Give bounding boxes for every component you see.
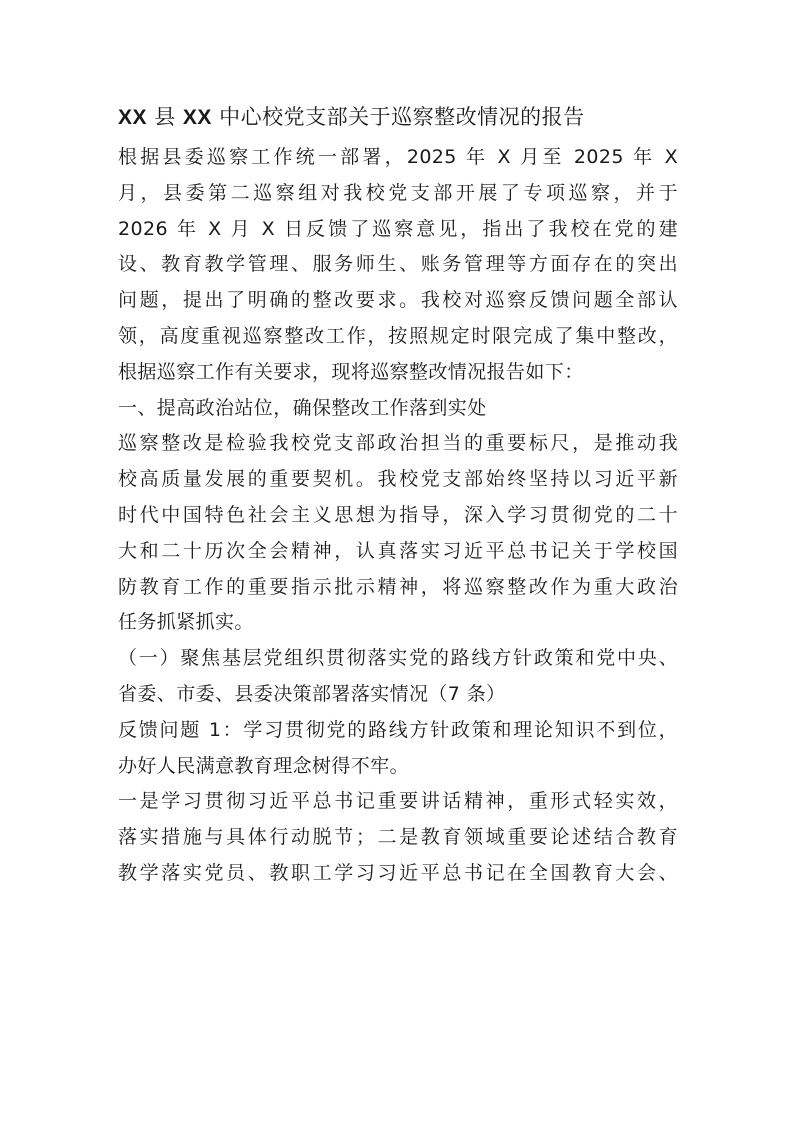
text-line: 校高质量发展的重要契机。我校党支部始终坚持以习近平新 — [118, 468, 678, 491]
text-line: 2026 年 X 月 X 日反馈了巡察意见，指出了我校在党的建 — [118, 217, 678, 240]
text-line: 月，县委第二巡察组对我校党支部开展了专项巡察，并于 — [118, 181, 678, 204]
text-line: 领，高度重视巡察整改工作，按照规定时限完成了集中整改， — [118, 324, 678, 347]
title-school-placeholder: XX — [182, 106, 212, 129]
text-line: 设、教育教学管理、服务师生、账务管理等方面存在的突出 — [118, 253, 678, 276]
subsection-heading: 省委、市委、县委决策部署落实情况（7 条） — [118, 682, 506, 705]
text-line: 教学落实党员、教职工学习习近平总书记在全国教育大会、 — [118, 861, 678, 884]
issue-heading: 办好人民满意教育理念树得不牢。 — [118, 754, 410, 777]
title-main-text: 中心校党支部关于巡察整改情况的报告 — [211, 105, 585, 129]
subsection-heading: （一）聚焦基层党组织贯彻落实党的路线方针政策和党中央、 — [118, 647, 678, 670]
text-line: 一是学习贯彻习近平总书记重要讲话精神，重形式轻实效， — [118, 790, 678, 813]
text-line: 落实措施与具体行动脱节；二是教育领域重要论述结合教育 — [118, 826, 678, 849]
text-line: 任务抓紧抓实。 — [118, 611, 254, 634]
issue-heading: 反馈问题 1：学习贯彻党的路线方针政策和理论知识不到位， — [118, 718, 678, 741]
title-county-word: 县 — [147, 105, 183, 129]
document-title — [118, 100, 678, 135]
text-line: 根据巡察工作有关要求，现将巡察整改情况报告如下： — [118, 360, 584, 383]
title-county-placeholder: XX — [118, 106, 148, 129]
document-body — [118, 140, 678, 892]
text-line: 根据县委巡察工作统一部署，2025 年 X 月至 2025 年 X — [118, 146, 678, 168]
text-line: 大和二十历次全会精神，认真落实习近平总书记关于学校国 — [118, 539, 678, 562]
section-heading: 一、提高政治站位，确保整改工作落到实处 — [118, 396, 487, 419]
text-line: 巡察整改是检验我校党支部政治担当的重要标尺，是推动我 — [118, 432, 678, 455]
text-line: 防教育工作的重要指示批示精神，将巡察整改作为重大政治 — [118, 575, 678, 598]
text-line: 问题，提出了明确的整改要求。我校对巡察反馈问题全部认 — [118, 289, 678, 312]
text-line: 时代中国特色社会主义思想为指导，深入学习贯彻党的二十 — [118, 503, 678, 526]
